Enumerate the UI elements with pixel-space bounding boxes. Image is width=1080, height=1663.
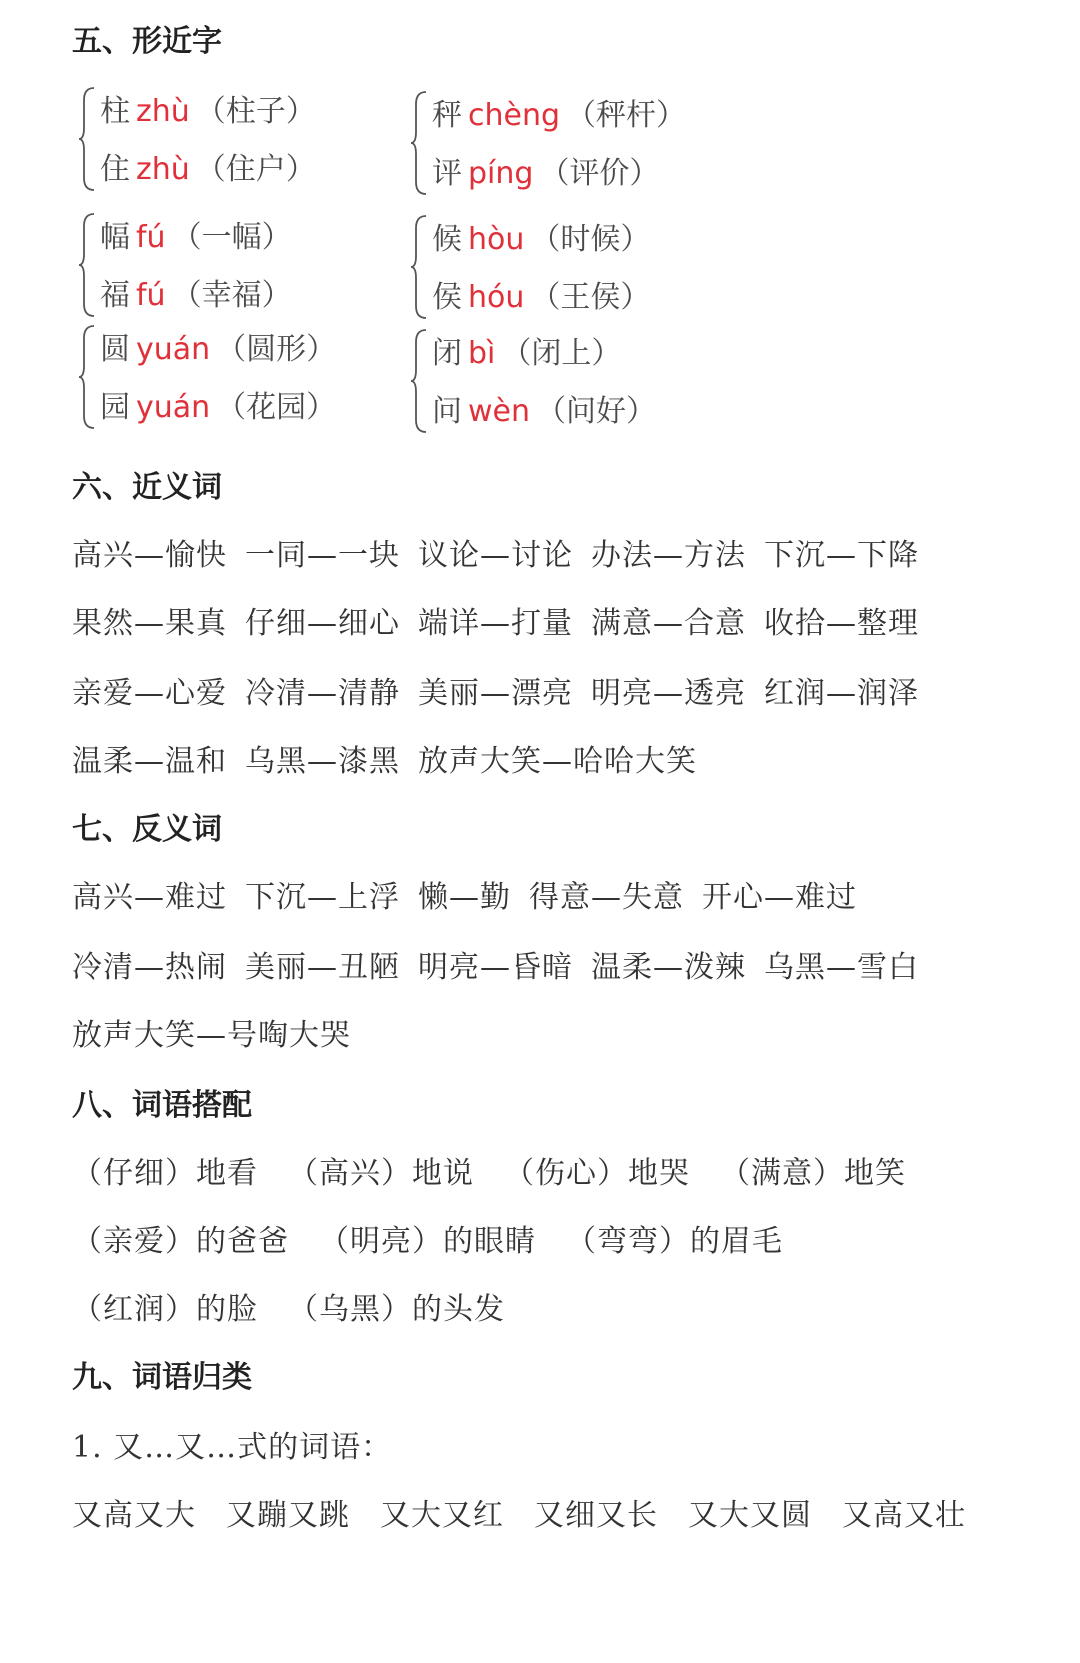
word-item: 又细又长 bbox=[534, 1498, 658, 1533]
pinyin: hóu bbox=[468, 280, 525, 315]
example-word: （王侯） bbox=[530, 280, 651, 315]
curly-brace-icon bbox=[78, 210, 98, 320]
antonym-row bbox=[72, 872, 857, 916]
word-item: 又高又壮 bbox=[842, 1498, 966, 1533]
similar-character-line bbox=[432, 386, 656, 430]
character: 侯 bbox=[432, 280, 462, 315]
synonym-row bbox=[72, 736, 697, 780]
word-item: （弯弯）的眉毛 bbox=[566, 1224, 783, 1259]
pinyin: chèng bbox=[468, 98, 561, 133]
character: 闭 bbox=[432, 336, 462, 371]
antonym-row bbox=[72, 942, 919, 986]
word-item: 明亮—昏暗 bbox=[418, 950, 573, 985]
pinyin: yuán bbox=[136, 332, 211, 367]
word-item: 得意—失意 bbox=[529, 880, 684, 915]
example-word: （柱子） bbox=[195, 94, 316, 129]
character: 福 bbox=[100, 278, 130, 313]
word-item: 收拾—整理 bbox=[764, 606, 919, 641]
word-item: 端详—打量 bbox=[418, 606, 573, 641]
similar-character-line bbox=[100, 86, 316, 130]
word-item: （乌黑）的头发 bbox=[288, 1292, 505, 1327]
word-item: 亲爱—心爱 bbox=[72, 676, 227, 711]
word-item: （伤心）地哭 bbox=[504, 1156, 690, 1191]
similar-character-line bbox=[432, 214, 650, 258]
word-item: （明亮）的眼睛 bbox=[319, 1224, 536, 1259]
word-item: 办法—方法 bbox=[591, 538, 746, 573]
character: 幅 bbox=[100, 220, 130, 255]
similar-character-line bbox=[100, 270, 292, 314]
collocation-row bbox=[72, 1148, 936, 1192]
word-item: 放声大笑—哈哈大笑 bbox=[418, 744, 697, 779]
word-item: 下沉—上浮 bbox=[245, 880, 400, 915]
character: 候 bbox=[432, 222, 462, 257]
similar-character-line bbox=[432, 272, 650, 316]
collocation-row bbox=[72, 1216, 813, 1260]
character: 秤 bbox=[432, 98, 462, 133]
synonym-row bbox=[72, 668, 919, 712]
word-item: 红润—润泽 bbox=[764, 676, 919, 711]
example-word: （闭上） bbox=[501, 336, 622, 371]
section-heading-fanyici: 七、反义词 bbox=[72, 812, 222, 847]
example-word: （时候） bbox=[530, 222, 651, 257]
word-item: 温柔—温和 bbox=[72, 744, 227, 779]
word-item: （仔细）地看 bbox=[72, 1156, 258, 1191]
antonym-row bbox=[72, 1010, 351, 1054]
similar-character-line bbox=[100, 212, 292, 256]
word-item: 乌黑—漆黑 bbox=[245, 744, 400, 779]
word-item: 仔细—细心 bbox=[245, 606, 400, 641]
word-item: 放声大笑—号啕大哭 bbox=[72, 1018, 351, 1053]
word-item: 开心—难过 bbox=[702, 880, 857, 915]
curly-brace-icon bbox=[410, 88, 430, 198]
word-item: 又大又红 bbox=[380, 1498, 504, 1533]
word-item: （亲爱）的爸爸 bbox=[72, 1224, 289, 1259]
character: 问 bbox=[432, 394, 462, 429]
pinyin: fú bbox=[136, 278, 166, 313]
curly-brace-icon bbox=[78, 322, 98, 432]
example-word: （圆形） bbox=[216, 332, 337, 367]
section-heading-ciyu-guilei: 九、词语归类 bbox=[72, 1360, 252, 1395]
word-item: （满意）地笑 bbox=[720, 1156, 906, 1191]
similar-character-line bbox=[432, 328, 621, 372]
curly-brace-icon bbox=[78, 84, 98, 194]
word-item: （高兴）地说 bbox=[288, 1156, 474, 1191]
pinyin: wèn bbox=[468, 394, 531, 429]
word-item: 懒—勤 bbox=[418, 880, 511, 915]
similar-character-line bbox=[100, 382, 336, 426]
word-item: 高兴—愉快 bbox=[72, 538, 227, 573]
subheading-you-you-words: 1. 又…又…式的词语： bbox=[72, 1430, 393, 1465]
category-row bbox=[72, 1490, 996, 1534]
example-word: （问好） bbox=[536, 394, 657, 429]
word-item: 又大又圆 bbox=[688, 1498, 812, 1533]
word-item: 议论—讨论 bbox=[418, 538, 573, 573]
example-word: （花园） bbox=[216, 390, 337, 425]
pinyin: fú bbox=[136, 220, 166, 255]
section-heading-xingjinzi: 五、形近字 bbox=[72, 24, 222, 59]
word-item: 高兴—难过 bbox=[72, 880, 227, 915]
pinyin: hòu bbox=[468, 222, 525, 257]
similar-character-line bbox=[100, 144, 316, 188]
synonym-row bbox=[72, 530, 919, 574]
word-item: 美丽—丑陋 bbox=[245, 950, 400, 985]
word-item: 下沉—下降 bbox=[764, 538, 919, 573]
synonym-row bbox=[72, 598, 919, 642]
pinyin: zhù bbox=[136, 152, 190, 187]
character: 柱 bbox=[100, 94, 130, 129]
word-item: 明亮—透亮 bbox=[591, 676, 746, 711]
word-item: 又蹦又跳 bbox=[226, 1498, 350, 1533]
example-word: （一幅） bbox=[171, 220, 292, 255]
pinyin: píng bbox=[468, 156, 534, 191]
curly-brace-icon bbox=[410, 212, 430, 322]
section-heading-jinyici: 六、近义词 bbox=[72, 470, 222, 505]
word-item: 满意—合意 bbox=[591, 606, 746, 641]
example-word: （评价） bbox=[539, 156, 660, 191]
word-item: （红润）的脸 bbox=[72, 1292, 258, 1327]
curly-brace-icon bbox=[410, 326, 430, 436]
example-word: （住户） bbox=[195, 152, 316, 187]
word-item: 冷清—热闹 bbox=[72, 950, 227, 985]
example-word: （秤杆） bbox=[566, 98, 687, 133]
word-item: 一同—一块 bbox=[245, 538, 400, 573]
similar-character-line bbox=[432, 148, 659, 192]
character: 园 bbox=[100, 390, 130, 425]
word-item: 果然—果真 bbox=[72, 606, 227, 641]
character: 圆 bbox=[100, 332, 130, 367]
character: 评 bbox=[432, 156, 462, 191]
section-heading-ciyu-dapei: 八、词语搭配 bbox=[72, 1088, 252, 1123]
word-item: 乌黑—雪白 bbox=[764, 950, 919, 985]
character: 住 bbox=[100, 152, 130, 187]
word-item: 冷清—清静 bbox=[245, 676, 400, 711]
word-item: 温柔—泼辣 bbox=[591, 950, 746, 985]
pinyin: yuán bbox=[136, 390, 211, 425]
similar-character-line bbox=[100, 324, 336, 368]
word-item: 美丽—漂亮 bbox=[418, 676, 573, 711]
word-item: 又高又大 bbox=[72, 1498, 196, 1533]
similar-character-line bbox=[432, 90, 686, 134]
example-word: （幸福） bbox=[171, 278, 292, 313]
collocation-row bbox=[72, 1284, 535, 1328]
pinyin: bì bbox=[468, 336, 496, 371]
pinyin: zhù bbox=[136, 94, 190, 129]
